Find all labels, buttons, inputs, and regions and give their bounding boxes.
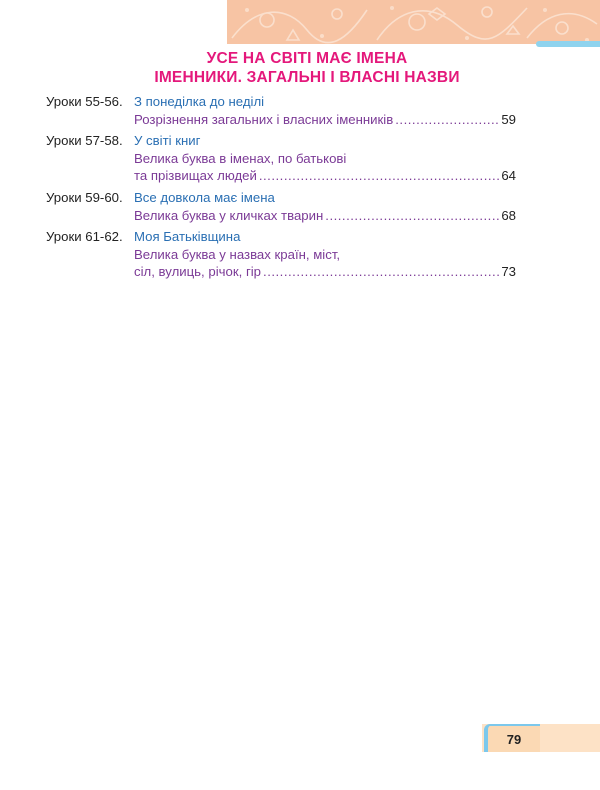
lesson-topic: З понеділка до неділі <box>134 94 265 109</box>
page-number: 79 <box>484 724 540 752</box>
section-title-line1: УСЕ НА СВІТІ МАЄ ІМЕНА <box>206 50 408 67</box>
lesson-subtopic: Розрізнення загальних і власних іменників <box>134 111 394 127</box>
lesson-number: Уроки 59-60. <box>46 189 123 205</box>
accent-strip <box>536 41 600 47</box>
dot-leader <box>325 207 499 225</box>
page-reference: 68 <box>501 207 516 223</box>
lesson-number: Уроки 61-62. <box>46 229 123 245</box>
section-title-line2: ІМЕННИКИ. ЗАГАЛЬНІ І ВЛАСНІ НАЗВИ <box>154 69 460 86</box>
dot-leader <box>395 111 499 129</box>
page-reference: 73 <box>501 264 516 280</box>
toc-entry[interactable] <box>46 132 516 185</box>
lesson-number: Уроки 55-56. <box>46 94 123 109</box>
lesson-topic: Все довкола має імена <box>134 189 275 205</box>
lesson-subtopic: Велика буква у назвах країн, міст, <box>134 246 341 262</box>
lesson-topic: Моя Батьківщина <box>134 229 241 245</box>
toc-entry[interactable] <box>46 93 516 128</box>
lesson-subtopic: сіл, вулиць, річок, гір <box>134 264 262 280</box>
toc-entry[interactable] <box>46 189 516 224</box>
lesson-subtopic: та прізвищах людей <box>134 168 257 184</box>
page-reference: 64 <box>501 168 516 184</box>
section-title <box>0 49 600 87</box>
lesson-number: Уроки 57-58. <box>46 133 123 149</box>
table-of-contents <box>46 93 516 285</box>
lesson-subtopic: Велика буква в іменах, по батькові <box>134 150 347 166</box>
toc-entry[interactable] <box>46 228 516 281</box>
page-reference: 59 <box>501 111 516 127</box>
dot-leader <box>259 167 499 185</box>
lesson-topic: У світі книг <box>134 133 201 149</box>
dot-leader <box>263 263 499 281</box>
decorative-ornament-banner <box>227 0 600 44</box>
lesson-subtopic: Велика буква у кличках тварин <box>134 207 324 223</box>
